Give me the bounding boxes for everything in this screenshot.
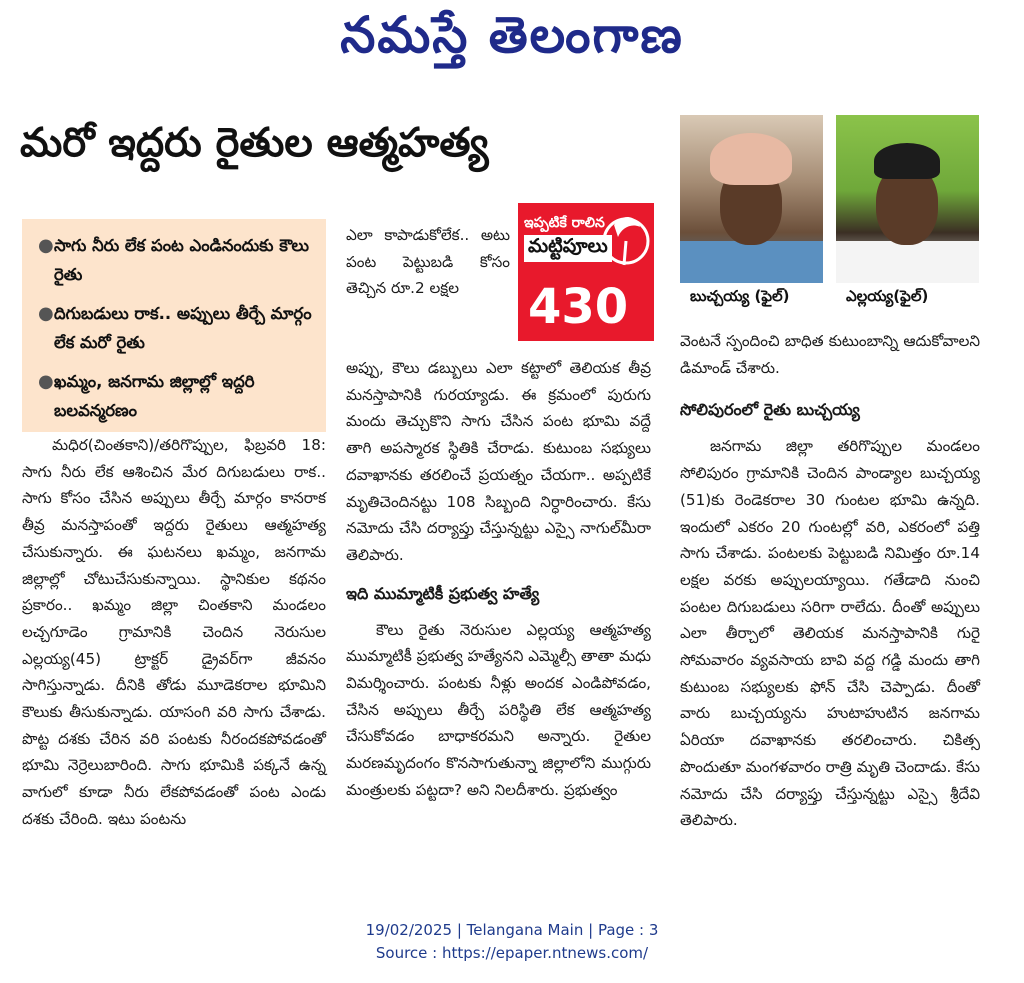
badge-line2: మట్టిపూలు xyxy=(524,235,612,262)
bullet-icon: ● xyxy=(38,235,54,256)
farmer-photo-yellaiah xyxy=(836,115,979,283)
highlight-text: ఖమ్మం, జనగామ జిల్లాల్లో ఇద్దరి బలవన్మరణం xyxy=(54,372,255,420)
article-column-3 xyxy=(680,328,980,834)
farmer-photo-buchaiah xyxy=(680,115,823,283)
photo-caption: బుచ్చయ్య (ఫైల్) xyxy=(690,287,790,305)
footer-date-edition: 19/02/2025 | Telangana Main | Page : 3 xyxy=(365,921,659,939)
bullet-icon: ● xyxy=(38,371,54,392)
farmer-death-count-badge xyxy=(518,203,654,341)
article-paragraph: కౌలు రైతు నెరుసుల ఎల్లయ్య ఆత్మహత్య ముమ్మాటికీ ప్రభుత్వ హత్యేనని ఎమ్మెల్సీ తాతా మధు విమర్శించారు. పంటకు నీళ్లు అందక ఎండిపోవడం, చేసిన అప్పులు తీర్చే పరిస్థితి లేక ఆత్మహత్య చేసుకోవడం బాధాకరమని అన్నారు. రైతుల మరణమృదంగం కొనసాగుతున్నా జిల్లాలోని ముగ్గురు మంత్రులకు పట్టదా? అని నిలదీశారు. ప్రభుత్వం xyxy=(346,620,651,799)
highlights-box xyxy=(22,219,326,432)
subheading: ఇది ముమ్మాటికీ ప్రభుత్వ హత్యే xyxy=(346,583,540,603)
highlight-text: సాగు నీరు లేక పంట ఎండినందుకు కౌలు రైతు xyxy=(54,236,309,284)
article-paragraph: జనగామ జిల్లా తరిగొప్పుల మండలం సోలిపురం గ్రామానికి చెందిన పాండ్యాల బుచ్చయ్య (51)కు రెండెకరాల 30 గుంటల భూమి ఉన్నది. ఇందులో ఎకరం 20 గుంటల్లో వరి, ఎకరంలో పత్తి సాగు చేశాడు. పంటలకు పెట్టుబడి నిమిత్తం రూ.14 లక్షల వరకు అప్పులయ్యాయి. గతేడాది నుంచి పంటల దిగుబడులు సరిగా రాలేదు. దీంతో అప్పులు ఎలా తీర్చాలో తెలియక మనస్తాపానికి గురై సోమవారం వ్యవసాయ బావి వద్ద గడ్డి మందు తాగి కుటుంబ సభ్యులకు ఫోన్ చేసి చెప్పాడు. దీంతో వారు బుచ్చయ్యను హుటాహుటిన జనగామ ఏరియా దవాఖానకు తరలించారు. చికిత్స పొందుతూ మంగళవారం రాత్రి మృతి చెందాడు. కేసు నమోదు చేసి దర్యాప్తు చేస్తున్నట్టు ఎస్సై శ్రీదేవి తెలిపారు. xyxy=(680,437,980,830)
highlight-item xyxy=(38,299,316,357)
masthead-logo: నమస్తే తెలంగాణ xyxy=(340,6,684,64)
article-paragraph: అప్పు, కౌలు డబ్బులు ఎలా కట్టాలో తెలియక తీవ్ర మనస్తాపానికి గురయ్యాడు. ఈ క్రమంలో పురుగు మందు తెచ్చుకొని సాగు చేసిన పంట భూమి వద్దే తాగి అపస్మారక స్థితికి చేరాడు. కుటుంబ సభ్యులు దవాఖానకు తరలించే ప్రయత్నం చేయగా.. అప్పటికే మృతిచెందినట్టు 108 సిబ్బంది నిర్ధారించారు. కేసు నమోదు చేసి దర్యాప్తు చేస్తున్నట్టు ఎస్సై నాగుల్‌మీరా తెలిపారు. xyxy=(346,359,651,564)
highlight-item xyxy=(38,367,316,425)
badge-line1: ఇప్పటికే రాలిన xyxy=(524,215,605,231)
article-paragraph: మధిర(చింతకాని)/తరిగొప్పుల, ఫిబ్రవరి 18: సాగు నీరు లేక ఆశించిన మేర దిగుబడులు రాక.. సాగు కోసం చేసిన అప్పులు తీర్చే మార్గం కానరాక తీవ్ర మనస్తాపంతో ఇద్దరు రైతులు ఆత్మహత్య చేసుకున్నారు. ఈ ఘటనలు ఖమ్మం, జనగామ జిల్లాల్లో చోటుచేసుకున్నాయి. స్థానికుల కథనం ప్రకారం.. ఖమ్మం జిల్లా చింతకాని మండలం లచ్చగూడెం గ్రామానికి చెందిన నెరుసుల ఎల్లయ్య(45) ట్రాక్టర్ డ్రైవర్‌గా జీవనం సాగిస్తున్నాడు. దీనికి తోడు మూడెకరాల భూమిని కౌలుకు తీసుకున్నాడు. యాసంగి వరి సాగు చేశాడు. పొట్ట దశకు చేరిన వరి పంటకు నీరందకపోవడంతో భూమి నెర్రెలుబారింది. సాగు భూమికి పక్కనే ఉన్న వాగులో కూడా నీరు లేకపోవడంతో పంట ఎండు దశకు చేరింది. ఇటు పంటను xyxy=(22,436,326,828)
photo-caption: ఎల్లయ్య(ఫైల్) xyxy=(846,287,929,305)
article-headline: మరో ఇద్దరు రైతుల ఆత్మహత్య xyxy=(20,120,489,166)
subheading: సోలిపురంలో రైతు బుచ్చయ్య xyxy=(680,400,860,420)
article-column-2-top xyxy=(346,222,510,302)
footer-source-link[interactable]: Source : https://epaper.ntnews.com/ xyxy=(375,944,649,962)
article-column-1 xyxy=(22,432,326,833)
badge-number: 430 xyxy=(528,279,629,335)
article-paragraph: వెంటనే స్పందించి బాధిత కుటుంబాన్ని ఆదుకోవాలని డిమాండ్ చేశారు. xyxy=(680,332,980,377)
bullet-icon: ● xyxy=(38,303,54,324)
highlight-item xyxy=(38,231,316,289)
article-column-2 xyxy=(346,355,651,804)
highlight-text: దిగుబడులు రాక.. అప్పులు తీర్చే మార్గం లేక మరో రైతు xyxy=(54,304,312,352)
article-paragraph: ఎలా కాపాడుకోలేక.. అటు పంట పెట్టుబడి కోసం తెచ్చిన రూ.2 లక్షల xyxy=(346,226,510,298)
